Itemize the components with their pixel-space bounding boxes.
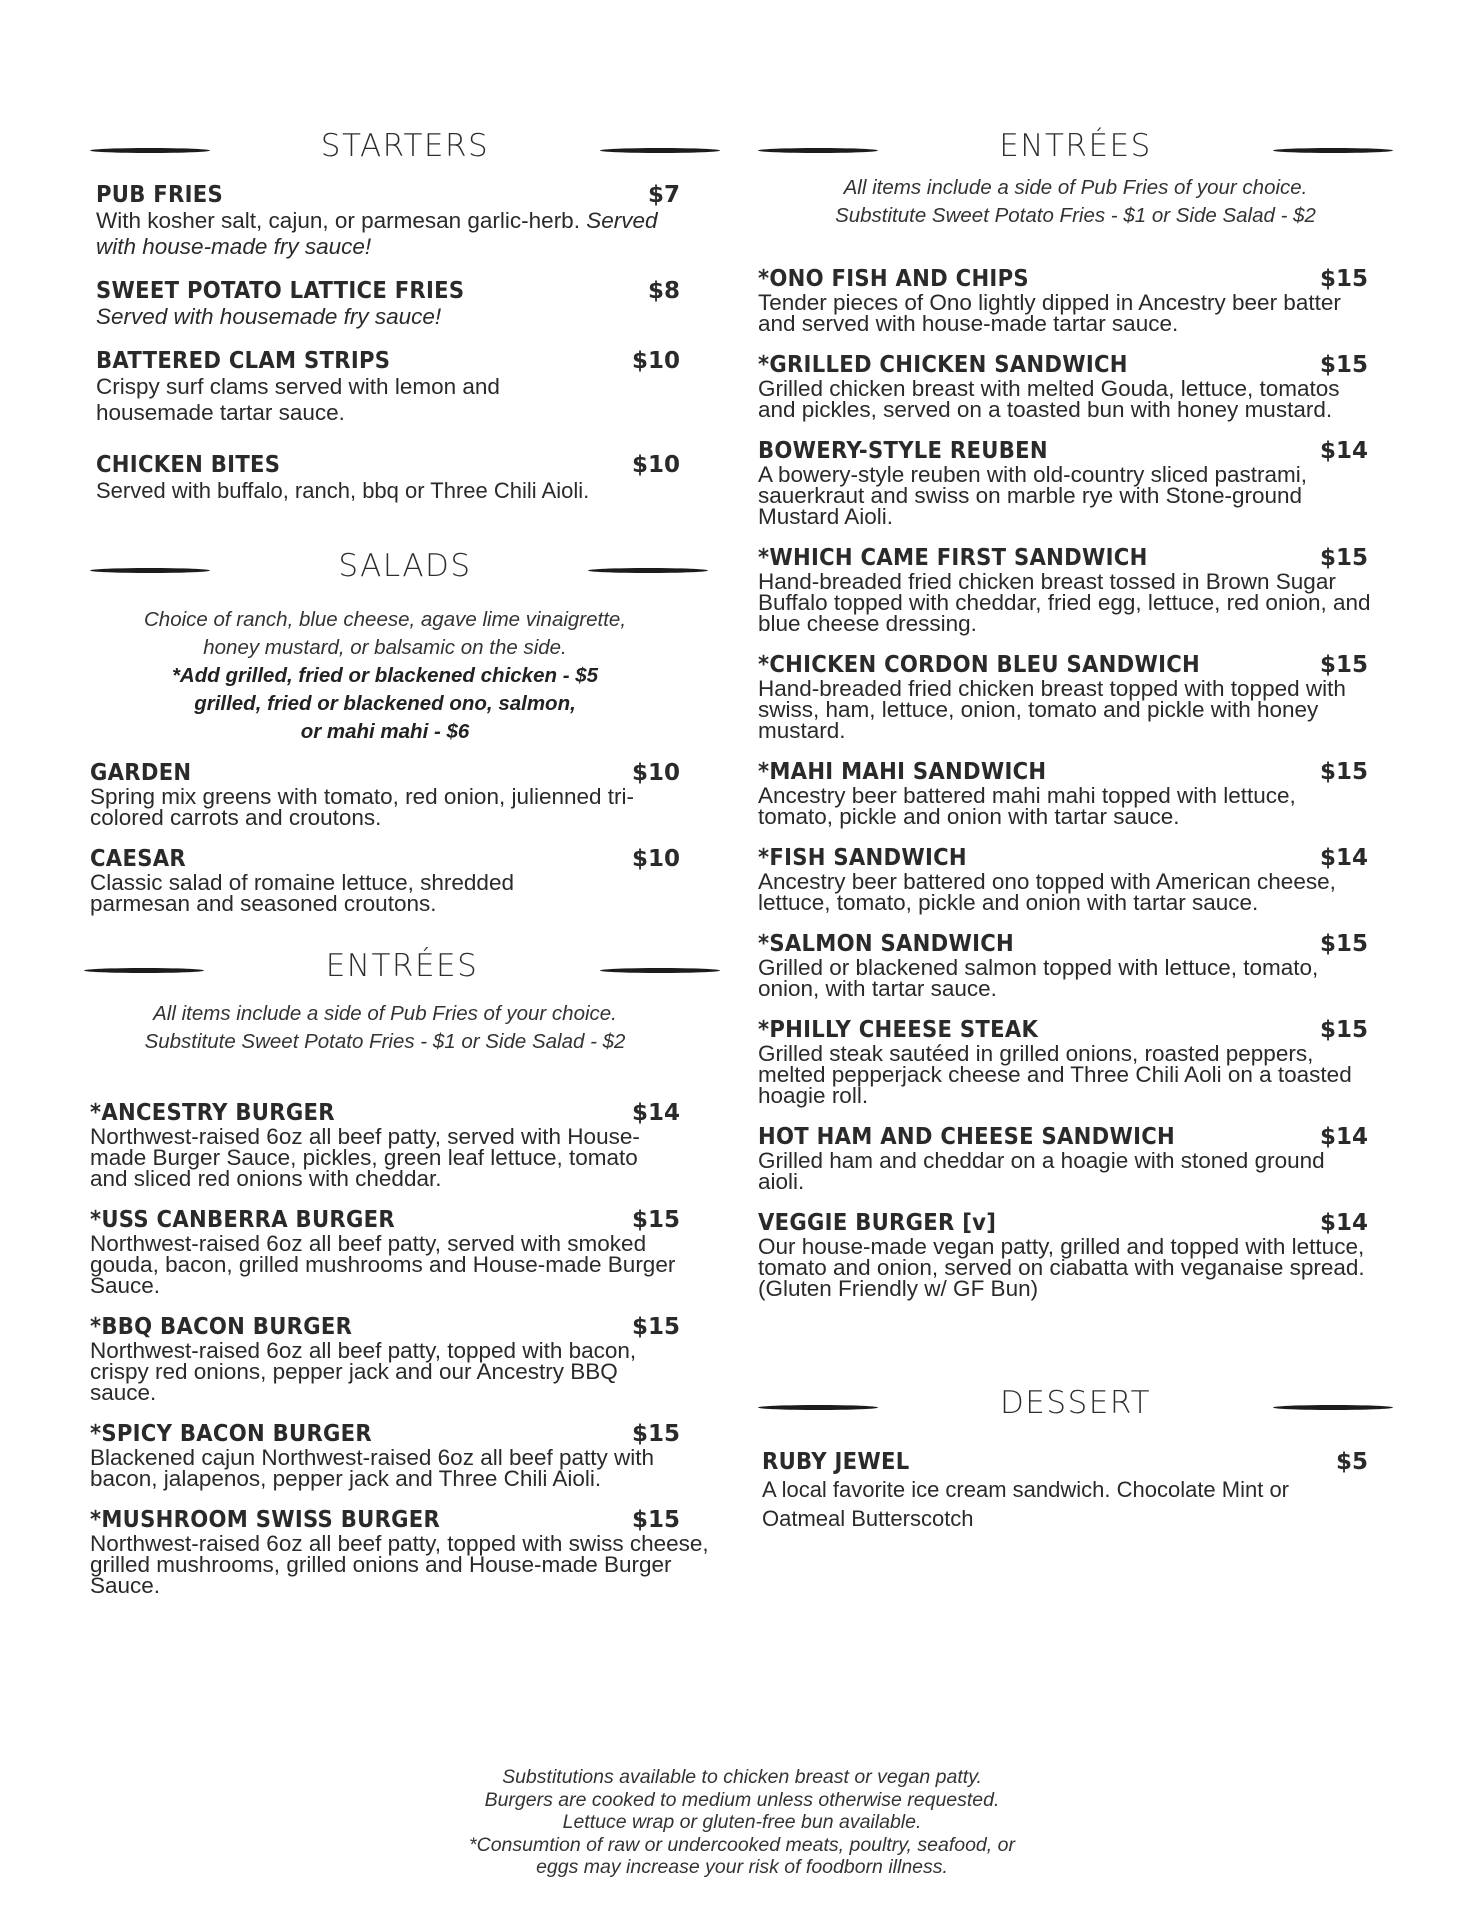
menu-item <box>90 1100 680 1189</box>
item-name: *USS CANBERRA BURGER <box>90 1207 395 1233</box>
starters-title: STARTERS <box>320 128 490 164</box>
entrees-note: All items include a side of Pub Fries of your choice. Substitute Sweet Potato Fries - $1 or Side Salad - $2 <box>144 1002 626 1053</box>
item-description: Tender pieces of Ono lightly dipped in Ancestry beer batter and served with house-made tartar sauce. <box>758 290 1341 336</box>
item-description: Northwest-raised 6oz all beef patty, topped with bacon, crispy red onions, pepper jack and our Ancestry BBQ sauce. <box>90 1338 637 1405</box>
item-price: $15 <box>1319 352 1368 378</box>
item-price: $15 <box>1319 545 1368 571</box>
menu-item <box>96 348 680 426</box>
menu-item <box>762 1449 1368 1533</box>
menu-item <box>90 1314 680 1403</box>
item-description: Ancestry beer battered ono topped with American cheese, lettuce, tomato, pickle and onion with tartar sauce. <box>758 869 1336 915</box>
menu-item <box>90 760 680 828</box>
item-description: Ancestry beer battered mahi mahi topped with lettuce, tomato, pickle and onion with tartar sauce. <box>758 783 1296 829</box>
divider-swoosh <box>600 148 720 153</box>
footer-notes: Substitutions available to chicken breast or vegan patty. Burgers are cooked to medium unless otherwise requested. Lettuce wrap or gluten-free bun available. *Consumtion of raw or undercooked meats, poultry, seafood, or eggs may increase your risk of foodborn illness. <box>469 1766 1015 1878</box>
item-description: Grilled or blackened salmon topped with lettuce, tomato, onion, with tartar sauce. <box>758 955 1319 1001</box>
menu-item <box>758 1210 1368 1299</box>
item-description: Blackened cajun Northwest-raised 6oz all beef patty with bacon, jalapenos, pepper jack and Three Chili Aioli. <box>90 1445 655 1491</box>
item-price: $15 <box>1319 759 1368 785</box>
item-price: $14 <box>1319 1124 1368 1150</box>
menu-item <box>758 845 1368 913</box>
right-column <box>758 128 1393 1551</box>
menu-item <box>758 1124 1368 1192</box>
salads-note: Choice of ranch, blue cheese, agave lime vinaigrette, honey mustard, or balsamic on the side. *Add grilled, fried or blackened chicken - $5 grilled, fried or blackened ono, salmon, or mahi mahi - $6 <box>143 608 627 743</box>
item-name: PUB FRIES <box>96 182 223 208</box>
item-name: *ANCESTRY BURGER <box>90 1100 335 1126</box>
menu-item <box>758 266 1368 334</box>
starters-header <box>90 128 720 172</box>
menu-item <box>758 352 1368 420</box>
item-name: CAESAR <box>90 846 186 872</box>
item-description: Northwest-raised 6oz all beef patty, served with House-made Burger Sauce, pickles, green leaf lettuce, tomato and sliced red onions with cheddar. <box>90 1124 640 1191</box>
item-price: $15 <box>1319 1017 1368 1043</box>
item-name: *SALMON SANDWICH <box>758 931 1015 957</box>
item-price: $10 <box>631 846 680 872</box>
menu-item <box>90 1421 680 1489</box>
divider-swoosh <box>1273 1405 1393 1410</box>
item-name: VEGGIE BURGER [v] <box>758 1210 997 1236</box>
item-name: HOT HAM AND CHEESE SANDWICH <box>758 1124 1176 1150</box>
item-name: RUBY JEWEL <box>762 1449 910 1475</box>
item-price: $15 <box>631 1421 680 1447</box>
item-name: *MUSHROOM SWISS BURGER <box>90 1507 441 1533</box>
item-name: *FISH SANDWICH <box>758 845 967 871</box>
item-price: $7 <box>647 182 680 208</box>
item-description: Northwest-raised 6oz all beef patty, served with smoked gouda, bacon, grilled mushrooms and House-made Burger Sauce. <box>90 1231 676 1298</box>
dessert-list <box>758 1449 1393 1533</box>
item-price: $10 <box>631 348 680 374</box>
item-description: Grilled steak sautéed in grilled onions, roasted peppers, melted pepperjack cheese and Three Chili Aoli on a toasted hoagie roll. <box>758 1041 1352 1108</box>
item-name: SWEET POTATO LATTICE FRIES <box>96 278 465 304</box>
item-name: *MAHI MAHI SANDWICH <box>758 759 1047 785</box>
entrees-header <box>84 948 720 992</box>
entrees-title: ENTRÉES <box>325 948 479 984</box>
item-description: Crispy surf clams served with lemon and housemade tartar sauce. <box>96 374 500 425</box>
item-description: A bowery-style reuben with old-country sliced pastrami, sauerkraut and swiss on marble rye with Stone-ground Mustard Aioli. <box>758 462 1307 529</box>
item-description: A local favorite ice cream sandwich. Chocolate Mint or Oatmeal Butterscotch <box>762 1477 1290 1531</box>
item-name: CHICKEN BITES <box>96 452 281 478</box>
menu-item <box>90 846 680 914</box>
item-name: GARDEN <box>90 760 192 786</box>
entrees-note-right: All items include a side of Pub Fries of your choice. Substitute Sweet Potato Fries - $1 or Side Salad - $2 <box>835 176 1316 227</box>
item-description: Grilled ham and cheddar on a hoagie with stoned ground aioli. <box>758 1148 1325 1194</box>
item-name: *PHILLY CHEESE STEAK <box>758 1017 1039 1043</box>
item-description: With kosher salt, cajun, or parmesan garlic-herb. Served with house-made fry sauce! <box>96 208 658 259</box>
item-price: $15 <box>631 1507 680 1533</box>
dessert-header <box>758 1385 1393 1429</box>
item-description: Classic salad of romaine lettuce, shredded parmesan and seasoned croutons. <box>90 870 514 916</box>
item-name: *BBQ BACON BURGER <box>90 1314 353 1340</box>
menu-item <box>96 182 680 260</box>
item-name: *WHICH CAME FIRST SANDWICH <box>758 545 1148 571</box>
entrees-title-right: ENTRÉES <box>999 128 1152 164</box>
item-description: Grilled chicken breast with melted Gouda, lettuce, tomatos and pickles, served on a toasted bun with honey mustard. <box>758 376 1340 422</box>
left-column <box>90 128 720 1614</box>
menu-item <box>758 931 1368 999</box>
item-description: Served with housemade fry sauce! <box>96 304 442 329</box>
divider-swoosh <box>1273 148 1393 153</box>
item-description: Our house-made vegan patty, grilled and topped with lettuce, tomato and onion, served on ciabatta with veganaise spread. (Gluten Friendly w/ GF Bun) <box>758 1234 1365 1301</box>
divider-swoosh <box>600 968 720 973</box>
entrees-list-right <box>758 266 1393 1299</box>
salads-title: SALADS <box>338 548 472 584</box>
item-price: $15 <box>631 1314 680 1340</box>
item-price: $14 <box>631 1100 680 1126</box>
item-description: Spring mix greens with tomato, red onion, julienned tri-colored carrots and croutons. <box>90 784 635 830</box>
item-name: *CHICKEN CORDON BLEU SANDWICH <box>758 652 1201 678</box>
item-name: *SPICY BACON BURGER <box>90 1421 372 1447</box>
menu-item <box>90 1207 680 1296</box>
salads-list <box>90 760 720 914</box>
item-price: $14 <box>1319 845 1368 871</box>
menu-item <box>90 1507 709 1598</box>
item-price: $10 <box>631 452 680 478</box>
item-description: Hand-breaded fried chicken breast topped with topped with swiss, ham, lettuce, onion, tomato and pickle with honey mustard. <box>758 676 1346 743</box>
item-price: $15 <box>1319 652 1368 678</box>
dessert-title: DESSERT <box>999 1385 1152 1421</box>
item-price: $8 <box>647 278 680 304</box>
menu-item <box>758 438 1368 527</box>
entrees-list-left <box>90 1100 720 1596</box>
item-name: *GRILLED CHICKEN SANDWICH <box>758 352 1128 378</box>
menu-item <box>758 545 1371 636</box>
item-description: Served with buffalo, ranch, bbq or Three Chili Aioli. <box>96 478 590 503</box>
item-price: $15 <box>631 1207 680 1233</box>
item-name: BATTERED CLAM STRIPS <box>96 348 391 374</box>
item-price: $14 <box>1319 1210 1368 1236</box>
item-name: BOWERY-STYLE REUBEN <box>758 438 1048 464</box>
item-price: $15 <box>1319 931 1368 957</box>
entrees-header-right <box>758 128 1393 172</box>
menu-item <box>758 1017 1368 1106</box>
menu-item <box>758 652 1368 741</box>
menu-item <box>758 759 1368 827</box>
item-description: Northwest-raised 6oz all beef patty, topped with swiss cheese, grilled mushrooms, grilled onions and House-made Burger Sauce. <box>90 1531 709 1598</box>
item-description: Hand-breaded fried chicken breast tossed in Brown Sugar Buffalo topped with cheddar, fried egg, lettuce, red onion, and blue cheese dressing. <box>758 569 1371 636</box>
salads-header <box>90 548 720 592</box>
divider-swoosh <box>588 568 708 573</box>
item-price: $15 <box>1319 266 1368 292</box>
item-price: $5 <box>1335 1449 1368 1475</box>
item-price: $10 <box>631 760 680 786</box>
starters-list <box>90 182 720 504</box>
menu-item <box>96 452 680 504</box>
item-price: $14 <box>1319 438 1368 464</box>
menu-item <box>96 278 680 330</box>
item-name: *ONO FISH AND CHIPS <box>758 266 1029 292</box>
